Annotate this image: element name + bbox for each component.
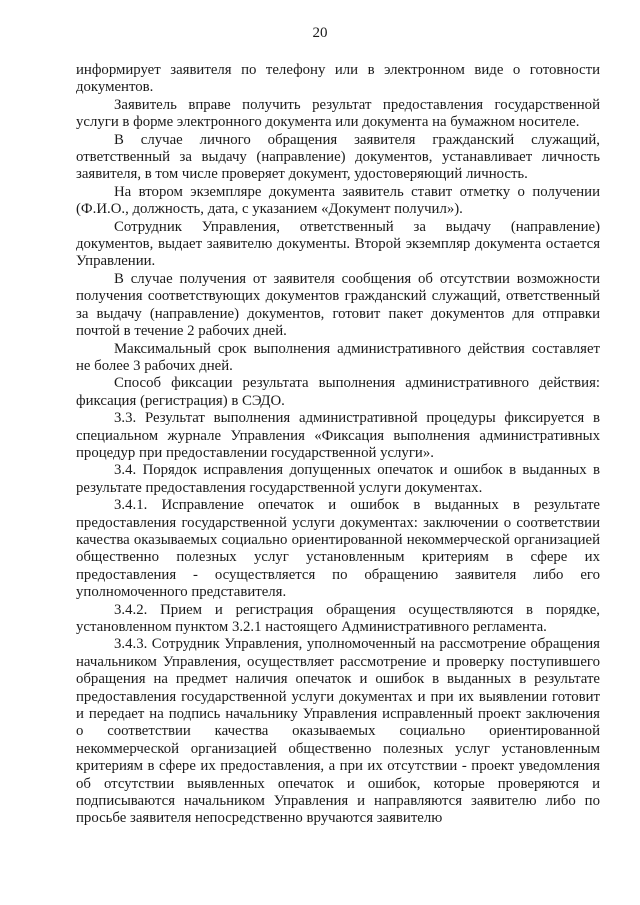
paragraph: Максимальный срок выполнения административного действия составляет не более 3 рабочих дней. — [76, 340, 600, 374]
paragraph: Заявитель вправе получить результат предоставления государственной услуги в форме электронного документа или документа на бумажном носителе. — [76, 96, 600, 131]
paragraph: Сотрудник Управления, ответственный за выдачу (направление) документов, выдает заявителю документы. Второй экземпляр документа остается Управлении. — [76, 218, 600, 270]
paragraph: 3.4.3. Сотрудник Управления, уполномоченный на рассмотрение обращения начальником Управления, осуществляет рассмотрение и проверку поступившего обращения на предмет наличия опечаток и ошибок в выданных в результате предоставления государственной услуги документах и при их выявлении готовит и передает на подпись начальнику Управления исправленный проект заключения о соответствии качества оказываемых социально ориентированной некоммерческой организацией общественно полезных услуг установленным критериям в сфере их предоставления, а при их отсутствии - проект уведомления об отсутствии выявленных опечаток и ошибок, которые проверяются и подписываются начальником Управления и направляются заявителю либо по просьбе заявителя непосредственно вручаются заявителю — [76, 636, 600, 827]
paragraph: В случае получения от заявителя сообщения об отсутствии возможности получения соответствующих документов гражданский служащий, ответственный за выдачу (направление) документов, готовит пакет документов для отправки почтой в течение 2 рабочих дней. — [76, 270, 600, 340]
paragraph: 3.3. Результат выполнения административной процедуры фиксируется в специальном журнале Управления «Фиксация выполнения административных процедур при предоставлении государственной услуги». — [76, 410, 600, 461]
document-body — [76, 62, 600, 828]
paragraph: 3.4.2. Прием и регистрация обращения осуществляются в порядке, установленном пунктом 3.2.1 настоящего Административного регламента. — [76, 601, 600, 635]
paragraph: Способ фиксации результата выполнения административного действия: фиксация (регистрация) в СЭДО. — [76, 375, 600, 409]
paragraph: 3.4. Порядок исправления допущенных опечаток и ошибок в выданных в результате предоставления государственной услуги документах. — [76, 462, 600, 496]
paragraph: 3.4.1. Исправление опечаток и ошибок в выданных в результате предоставления государственной услуги документах: заключении о соответствии качества оказываемых социально ориентированной некоммерческой организацией общественно полезных услуг установленным критериям в сфере их предоставления - осуществляется по обращению заявителя либо его уполномоченного представителя. — [76, 497, 600, 601]
paragraph: информирует заявителя по телефону или в электронном виде о готовности документов. — [76, 62, 600, 96]
paragraph: В случае личного обращения заявителя гражданский служащий, ответственный за выдачу (направление) документов, устанавливает личность заявителя, в том числе проверяет документ, удостоверяющий личность. — [76, 131, 600, 183]
paragraph: На втором экземпляре документа заявитель ставит отметку о получении (Ф.И.О., должность, дата, с указанием «Документ получил»). — [76, 183, 600, 218]
page-number: 20 — [312, 25, 328, 41]
